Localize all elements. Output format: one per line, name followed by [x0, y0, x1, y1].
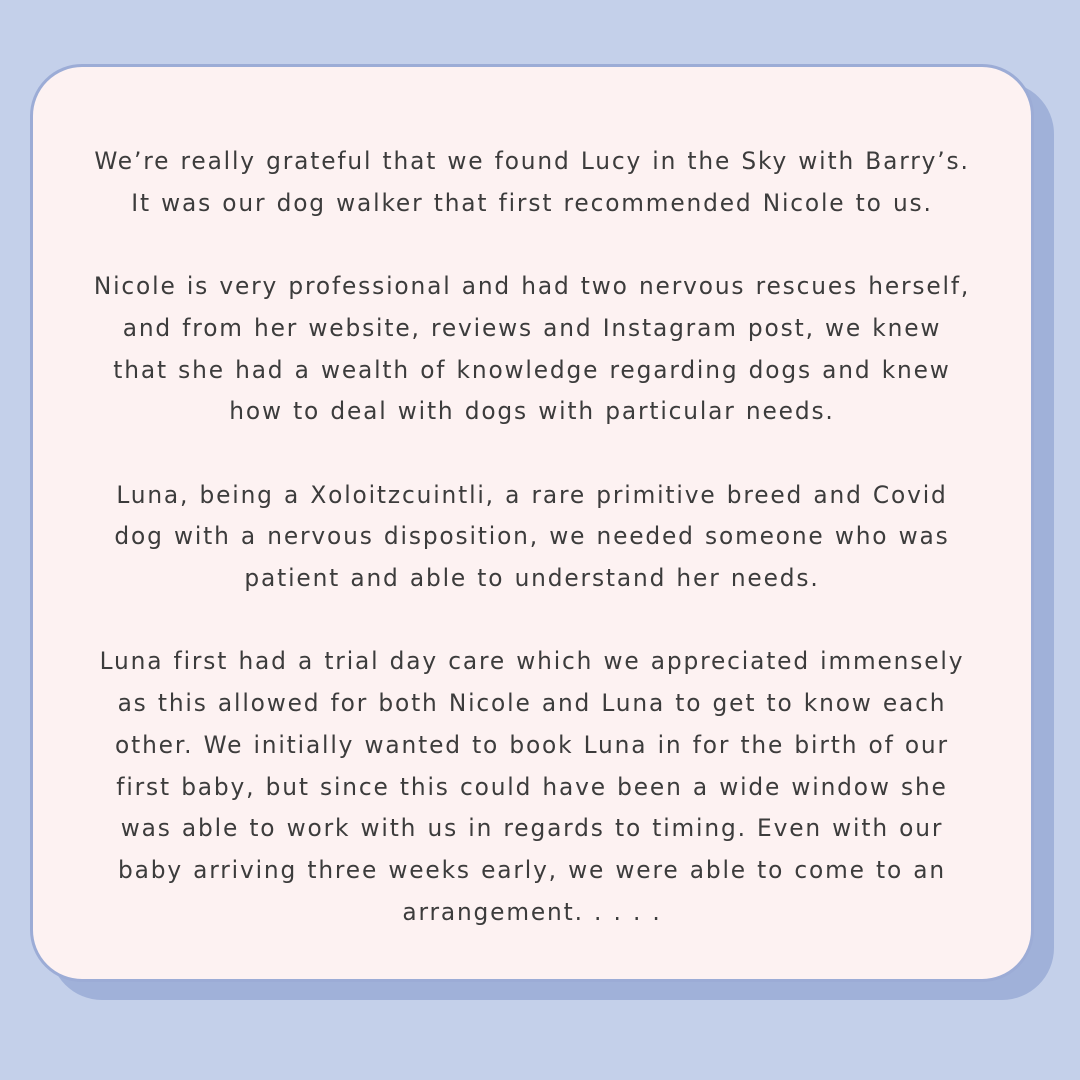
- paragraph-3: [33, 475, 1031, 600]
- text-line: that she had a wealth of knowledge regarding dogs and knew: [113, 355, 951, 384]
- text-line: Luna first had a trial day care which we appreciated immensely: [99, 647, 965, 676]
- paragraph-2: [33, 266, 1031, 433]
- text-line: We’re really grateful that we found Lucy in the Sky with Barry’s.: [94, 147, 970, 175]
- text-line: how to deal with dogs with particular needs.: [229, 397, 835, 426]
- testimonial-text: [33, 141, 1031, 933]
- paragraph-1: [33, 141, 1031, 224]
- text-line: Nicole is very professional and had two nervous rescues herself,: [93, 272, 971, 301]
- text-line: first baby, but since this could have been a wide window she: [116, 772, 948, 801]
- text-line: and from her website, reviews and Instagram post, we knew: [122, 313, 942, 342]
- text-line: arrangement. . . . .: [402, 897, 662, 926]
- text-line: other. We initially wanted to book Luna in for the birth of our: [115, 730, 949, 759]
- text-line: It was our dog walker that first recommended Nicole to us.: [131, 188, 933, 217]
- text-line: as this allowed for both Nicole and Luna to get to know each: [117, 689, 947, 718]
- text-line: Luna, being a Xoloitzcuintli, a rare primitive breed and Covid: [116, 480, 948, 509]
- text-line: was able to work with us in regards to timing. Even with our: [120, 814, 944, 843]
- text-line: baby arriving three weeks early, we were able to come to an: [117, 855, 947, 884]
- text-line: dog with a nervous disposition, we needed someone who was: [114, 522, 950, 551]
- paragraph-4: [33, 641, 1031, 933]
- testimonial-card: [30, 64, 1034, 982]
- text-line: patient and able to understand her needs.: [244, 564, 820, 592]
